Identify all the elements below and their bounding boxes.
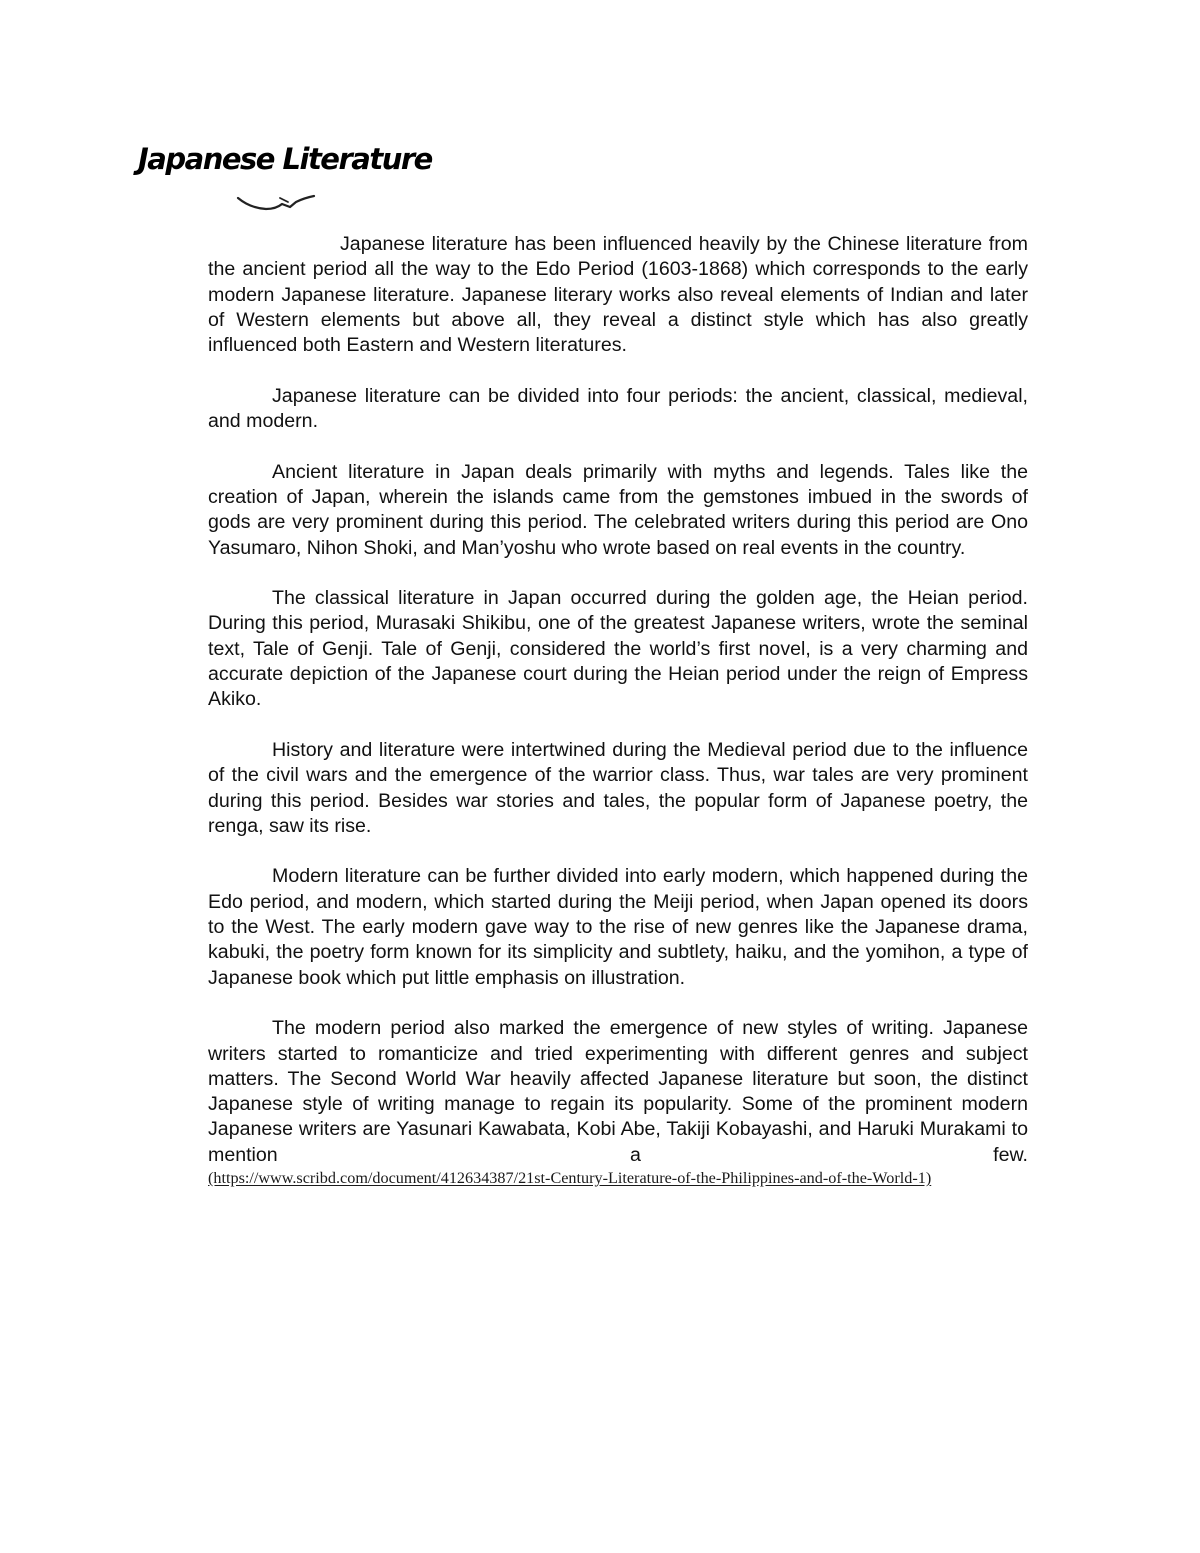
paragraph-modern-period: The modern period also marked the emergence of new styles of writing. Japanese writers started to romanticize and tried experimenting with different genres and subject matters. The Second World War heavily affected Japanese literature but soon, the distinct Japanese style of writing manage to regain its popularity. Some of the prominent modern Japanese writers are Yasunari Kawabata, Kobi Abe, Takiji Kobayashi, and Haruki Murakami to mention a few. [208,1017,1028,1166]
paragraph-modern: Modern literature can be further divided into early modern, which happened during the Edo period, and modern, which started during the Meiji period, when Japan opened its doors to the West. The early modern gave way to the rise of new genres like the Japanese drama, kabuki, the poetry form known for its simplicity and subtlety, haiku, and the yomihon, a type of Japanese book which put little emphasis on illustration. [208,865,1028,989]
page-title: Japanese Literature [138,142,432,176]
paragraph-intro: Japanese literature has been influenced heavily by the Chinese literature from the ancient period all the way to the Edo Period (1603-1868) which corresponds to the early modern Japanese literature. Japanese literary works also reveal elements of Indian and later of Western elements but above all, they reveal a distinct style which has also greatly influenced both Eastern and Western literatures. [208,233,1028,357]
paragraph-periods: Japanese literature can be divided into four periods: the ancient, classical, medieval, and modern. [208,384,1028,433]
citation-link[interactable]: (https://www.scribd.com/document/412634387/21st-Century-Literature-of-the-Philippines-and-of-the-World-1) [208,1168,932,1187]
paragraph-medieval: History and literature were intertwined during the Medieval period due to the influence of the civil wars and the emergence of the warrior class. Thus, war tales are very prominent during this period. Besides war stories and tales, the popular form of Japanese poetry, the renga, saw its rise. [208,738,1028,837]
paragraph-classical: The classical literature in Japan occurred during the golden age, the Heian period. During this period, Murasaki Shikibu, one of the greatest Japanese writers, wrote the seminal text, Tale of Genji. Tale of Genji, considered the world’s first novel, is a very charming and accurate depiction of the Japanese court during the Heian period under the reign of Empress Akiko. [208,587,1028,711]
document-body [208,232,1028,1188]
paragraph-ancient: Ancient literature in Japan deals primarily with myths and legends. Tales like the creation of Japan, wherein the islands came from the gemstones imbued in the swords of gods are very prominent during this period. The celebrated writers during this period are Ono Yasumaro, Nihon Shoki, and Man’yoshu who wrote based on real events in the country. [208,460,1028,559]
pen-stroke-decoration [232,192,318,218]
